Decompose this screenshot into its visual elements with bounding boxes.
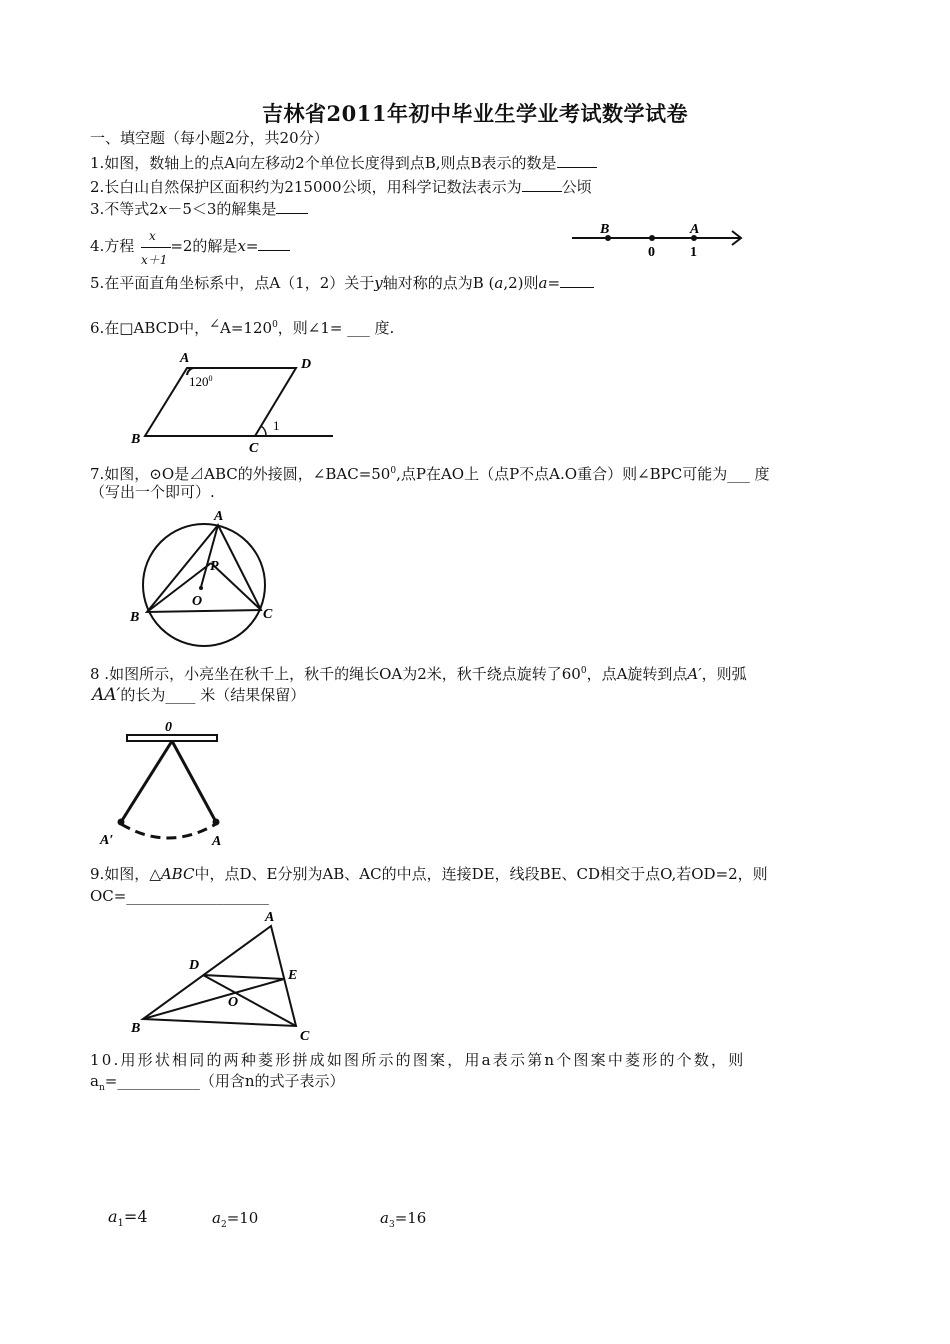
question-7-line-2: （写出一个即可）. — [90, 483, 215, 501]
arc-AA-prime: AA′ — [92, 685, 121, 705]
question-3-text-b: －5＜3的解集是 — [167, 200, 277, 218]
question-5-equals: = — [547, 274, 561, 292]
question-10-text-b: =___________（用含n的式子表示） — [104, 1072, 345, 1090]
question-7 — [90, 461, 770, 484]
question-8-line-2 — [92, 685, 305, 705]
point-origin — [649, 235, 655, 241]
parallelogram-figure — [125, 348, 340, 454]
fraction-denominator: x＋1 — [141, 253, 168, 267]
question-9-text-b: 中，点D、E分别为AB、AC的中点，连接DE，线段BE、CD相交于点O,若OD=2，则 — [194, 865, 768, 883]
variable-a: a — [90, 1072, 99, 1090]
question-9-line-2: OC=___________________ — [90, 887, 269, 905]
answer-blank[interactable] — [557, 153, 597, 168]
variable-x: x — [237, 237, 246, 255]
label-A: A — [690, 222, 700, 237]
question-8-text-c: ，则弧 — [701, 665, 747, 683]
angle-arc-1 — [261, 426, 266, 436]
sequence-label-1: $a_1=4$ — [108, 1207, 148, 1230]
number-line-figure — [570, 218, 750, 260]
degree-superscript: 0 — [272, 320, 278, 330]
label-D: D — [189, 958, 200, 973]
question-2-text: 2.长白山自然保护区面积约为215000公顷，用科学记数法表示为 — [90, 178, 522, 196]
label-A: A — [212, 834, 222, 849]
sequence-label-2: $a_2=10$ — [212, 1209, 259, 1230]
label-A: A — [214, 509, 224, 524]
segment-BE — [143, 979, 284, 1019]
label-A: A — [180, 351, 190, 366]
label-C: C — [263, 607, 273, 622]
question-4-text: 4.方程 — [90, 237, 135, 255]
rope-OA-prime — [121, 741, 172, 822]
angle-value: $120^0$ — [189, 374, 213, 389]
question-6-text-c: ，则∠1= ___ 度. — [277, 319, 395, 337]
center-point-O — [199, 586, 203, 590]
question-8-text-b: ，点A旋转到点 — [586, 665, 688, 683]
fraction-numerator: x — [149, 229, 156, 243]
swing-arc — [121, 824, 216, 838]
swing-beam — [127, 735, 217, 741]
label-B: B — [600, 222, 610, 237]
question-5 — [90, 273, 594, 293]
label-D: D — [301, 357, 312, 372]
degree-superscript: 0 — [390, 466, 397, 476]
angle-label-1: 1 — [273, 418, 280, 433]
variable-y: y — [374, 274, 383, 292]
label-E: E — [288, 968, 298, 983]
label-C: C — [300, 1029, 310, 1044]
swing-figure — [97, 714, 229, 854]
question-6-text-b: A=120 — [220, 319, 273, 337]
question-1 — [90, 153, 597, 173]
variable-a: a — [494, 274, 504, 292]
variable-a: a — [538, 274, 548, 292]
answer-blank[interactable] — [560, 273, 594, 288]
degree-superscript: 0 — [580, 666, 587, 676]
question-10: 10.用形状相同的两种菱形拼成如图所示的图案，用a表示第n个图案中菱形的个数，则 — [90, 1051, 746, 1069]
label-C: C — [249, 441, 259, 456]
question-6-text: 6.在□ABCD中， — [90, 319, 210, 337]
question-1-text: 1.如图，数轴上的点A向左移动2个单位长度得到点B,则点B表示的数是 — [90, 154, 557, 172]
question-4 — [90, 236, 290, 256]
label-O: 0 — [165, 720, 172, 735]
exam-title: 吉林省2011年初中毕业生学业考试数学试卷 — [262, 101, 688, 126]
question-9 — [90, 864, 768, 884]
question-2-unit: 公顷 — [561, 178, 592, 196]
label-O: O — [228, 995, 239, 1010]
question-9-text: 9.如图， — [90, 865, 150, 883]
label-zero: 0 — [648, 245, 655, 260]
question-5-text-c: ,2)则 — [503, 274, 539, 292]
label-B: B — [131, 1021, 141, 1036]
label-B: B — [130, 610, 140, 625]
question-2 — [90, 177, 592, 197]
answer-blank[interactable] — [276, 199, 308, 214]
question-6 — [90, 315, 394, 340]
fraction-bar — [141, 247, 171, 248]
triangle-abc-symbol: △ABC — [149, 865, 195, 883]
angle-symbol: ∠ — [209, 317, 221, 332]
label-P: P — [210, 559, 219, 574]
label-one: 1 — [690, 245, 697, 260]
triangle-midpoint-figure — [128, 908, 333, 1043]
variable-x: x — [158, 200, 168, 218]
label-A-prime: A′ — [100, 833, 114, 848]
rope-OA — [172, 741, 216, 822]
point-A-prime: A′ — [687, 665, 702, 683]
question-7-text-b: ,点P在AO上（点P不点A.O重合）则∠BPC可能为___ 度 — [396, 465, 770, 483]
question-7-text: 7.如图，⊙O是⊿ABC的外接圆，∠BAC=50 — [90, 465, 391, 483]
segment-DE — [203, 975, 284, 979]
question-8 — [90, 661, 747, 684]
answer-blank[interactable] — [522, 177, 562, 192]
question-10-line-2 — [90, 1071, 344, 1098]
label-B: B — [131, 432, 141, 447]
question-5-text-b: 轴对称的点为B ( — [382, 274, 495, 292]
question-5-text: 5.在平面直角坐标系中，点A（1，2）关于 — [90, 274, 375, 292]
label-A: A — [265, 910, 275, 925]
circumcircle-figure — [125, 506, 285, 651]
answer-blank[interactable] — [258, 236, 290, 251]
segment-CD — [203, 975, 296, 1026]
question-4-text-b: =2的解是 — [170, 237, 238, 255]
label-O: O — [192, 594, 203, 609]
question-4-equals: = — [245, 237, 259, 255]
sequence-label-3: $a_3=16$ — [380, 1209, 427, 1230]
question-3-text: 3.不等式2 — [90, 200, 159, 218]
question-8-text: 8 .如图所示，小亮坐在秋千上，秋千的绳长OA为2米，秋千绕点旋转了60 — [90, 665, 581, 683]
question-3 — [90, 199, 308, 219]
subscript-n: n — [98, 1083, 105, 1093]
section-heading: 一、填空题（每小题2分，共20分） — [90, 129, 329, 147]
question-8-text-d: 的长为____ 米（结果保留） — [120, 686, 306, 704]
